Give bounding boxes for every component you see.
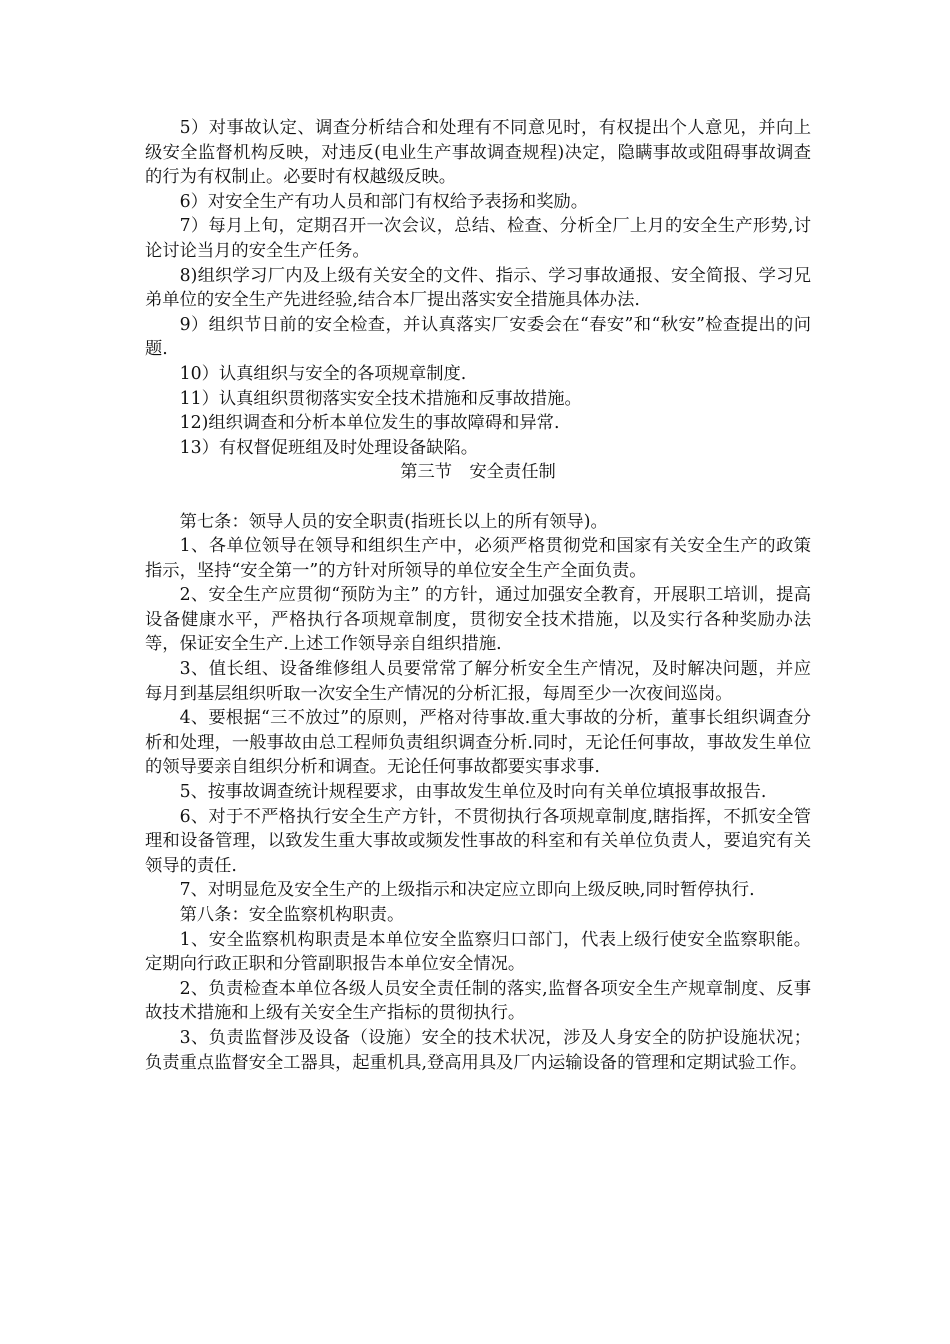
article-7-item-1: 1、各单位领导在领导和组织生产中，必须严格贯彻党和国家有关安全生产的政策指示，坚持“安全第一”的方针对所领导的单位安全生产全面负责。: [145, 536, 811, 581]
paragraph-item-9: 9）组织节日前的安全检查，并认真落实厂安委会在“春安”和“秋安”检查提出的问题.: [145, 314, 811, 360]
article-8-heading: 第八条：安全监察机构职责。: [179, 905, 405, 925]
article-7-item-5: 5、按事故调查统计规程要求，由事故发生单位及时向有关单位填报事故报告.: [179, 782, 767, 803]
article-8-item-2: 2、负责检查本单位各级人员安全责任制的落实,监督各项安全生产规章制度、反事故技术措施和上级有关安全生产指标的贯彻执行。: [145, 978, 811, 1024]
article-7-item-7: 7、对明显危及安全生产的上级指示和决定应立即向上级反映,同时暂停执行.: [179, 880, 755, 901]
paragraph-item-12: 12)组织调查和分析本单位发生的事故障碍和异常.: [179, 413, 560, 434]
paragraph-item-7: 7）每月上旬，定期召开一次会议，总结、检查、分析全厂上月的安全生产形势,讨论讨论当月的安全生产任务。: [145, 216, 811, 261]
article-7-item-2: 2、安全生产应贯彻“预防为主” 的方针，通过加强安全教育，开展职工培训，提高设备健康水平，严格执行各项规章制度，贯彻安全技术措施，以及实行各种奖励办法等，保证安全生产.上述工作领导亲自组织措施.: [145, 585, 811, 655]
paragraph-item-10: 10）认真组织与安全的各项规章制度.: [179, 363, 467, 384]
article-7-item-3: 3、值长组、设备维修组人员要常常了解分析安全生产情况，及时解决问题，并应每月到基层组织听取一次安全生产情况的分析汇报，每周至少一次夜间巡岗。: [145, 659, 811, 704]
paragraph-item-6: 6）对安全生产有功人员和部门有权给予表扬和奖励。: [179, 191, 589, 212]
article-8-item-3: 3、负责监督涉及设备（设施）安全的技术状况，涉及人身安全的防护设施状况；负责重点监督安全工器具，起重机具,登高用具及厂内运输设备的管理和定期试验工作。: [145, 1027, 811, 1073]
article-7-item-4: 4、要根据“三不放过”的原则，严格对待事故.重大事故的分析，董事长组织调查分析和处理，一般事故由总工程师负责组织调查分析.同时，无论任何事故，事故发生单位的领导要亲自组织分析和调查。无论任何事故都要实事求事.: [145, 708, 811, 778]
paragraph-item-13: 13）有权督促班组及时处理设备缺陷。: [179, 437, 479, 458]
article-8-item-1: 1、安全监察机构职责是本单位安全监察归口部门，代表上级行使安全监察职能。定期向行政正职和分管副职报告本单位安全情况。: [145, 929, 811, 975]
article-7-heading: 第七条：领导人员的安全职责(指班长以上的所有领导)。: [179, 511, 608, 532]
document-body: [145, 116, 811, 1075]
paragraph-item-8: 8)组织学习厂内及上级有关安全的文件、指示、学习事故通报、安全简报、学习兄弟单位的安全生产先进经验,结合本厂提出落实安全措施具体办法.: [145, 265, 811, 311]
paragraph-item-11: 11）认真组织贯彻落实安全技术措施和反事故措施。: [179, 388, 582, 409]
paragraph-item-5: 5）对事故认定、调查分析结合和处理有不同意见时，有权提出个人意见，并向上级安全监督机构反映，对违反(电业生产事故调查规程)决定，隐瞒事故或阻碍事故调查的行为有权制止。必要时有权越级反映。: [145, 118, 811, 188]
article-7-item-6: 6、对于不严格执行安全生产方针，不贯彻执行各项规章制度,瞎指挥，不抓安全管理和设备管理，以致发生重大事故或频发性事故的科室和有关单位负责人，要追究有关领导的责任.: [145, 806, 811, 876]
section-heading: 第三节 安全责任制: [400, 462, 556, 483]
